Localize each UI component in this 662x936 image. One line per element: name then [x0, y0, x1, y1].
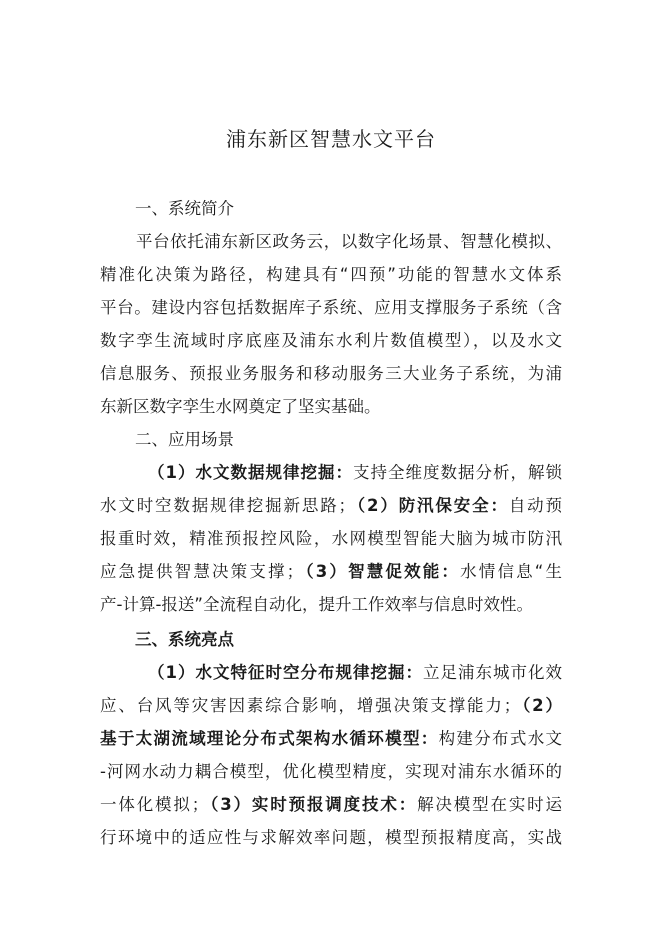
paragraph-line	[148, 459, 562, 487]
bold-label: 基于太湖流域理论分布式架构水循环模型：	[100, 729, 439, 748]
page-title: 浦东新区智慧水文平台	[226, 127, 436, 151]
section-heading-intro: 一、系统简介	[135, 199, 234, 218]
text-run: 支持全维度数据分析，解锁	[353, 463, 563, 482]
paragraph-line	[100, 492, 562, 520]
text-run: 水文时空数据规律挖掘新思路；	[100, 496, 356, 515]
text-run: 一体化模拟；	[100, 795, 209, 814]
bold-label: （2）防汛保安全：	[355, 496, 509, 515]
paragraph-line: 平台。建设内容包括数据库子系统、应用支撑服务子系统（含	[100, 298, 562, 317]
text-run: 应急提供智慧决策支撑；	[100, 562, 304, 581]
paragraph-line: 平台依托浦东新区政务云，以数字化场景、智慧化模拟、	[136, 232, 562, 251]
section-heading-highlights: 三、系统亮点	[135, 630, 234, 649]
bold-label: （1）水文特征时空分布规律挖掘：	[148, 663, 423, 682]
paragraph-line: 报重时效，精准预报控风险，水网模型智能大脑为城市防汛	[100, 529, 562, 548]
bold-label: （1）水文数据规律挖掘：	[148, 463, 353, 482]
text-run: 应、台风等灾害因素综合影响，增强决策支撑能力；	[100, 696, 521, 715]
bold-label: （3）智慧促效能：	[303, 562, 461, 581]
text-run: 自动预	[508, 496, 563, 515]
paragraph-line: 精准化决策为路径，构建具有“四预”功能的智慧水文体系	[100, 265, 562, 284]
paragraph-line	[100, 725, 562, 753]
paragraph-line: 产-计算-报送”全流程自动化，提升工作效率与信息时效性。	[100, 595, 533, 614]
paragraph-line: 信息服务、预报业务服务和移动服务三大业务子系统，为浦	[100, 364, 562, 383]
section-heading-scenarios: 二、应用场景	[135, 430, 234, 449]
paragraph-line	[100, 791, 562, 819]
bold-label: （2）	[520, 696, 563, 715]
paragraph-line: 东新区数字孪生水网奠定了坚实基础。	[100, 397, 381, 416]
paragraph-line	[100, 558, 562, 586]
paragraph-line	[148, 659, 562, 687]
paragraph-line: -河网水动力耦合模型，优化模型精度，实现对浦东水循环的	[100, 762, 562, 781]
paragraph-line: 数字孪生流域时序底座及浦东水利片数值模型），以及水文	[100, 331, 562, 350]
text-run: 解决模型在实时运	[417, 795, 563, 814]
bold-label: （3）实时预报调度技术：	[208, 795, 418, 814]
paragraph-line: 行环境中的适应性与求解效率问题，模型预报精度高，实战	[100, 828, 562, 847]
paragraph-line	[100, 692, 562, 720]
text-run: 构建分布式水文	[438, 729, 563, 748]
text-run: 立足浦东城市化效	[423, 663, 563, 682]
text-run: 水情信息“生	[460, 562, 562, 581]
